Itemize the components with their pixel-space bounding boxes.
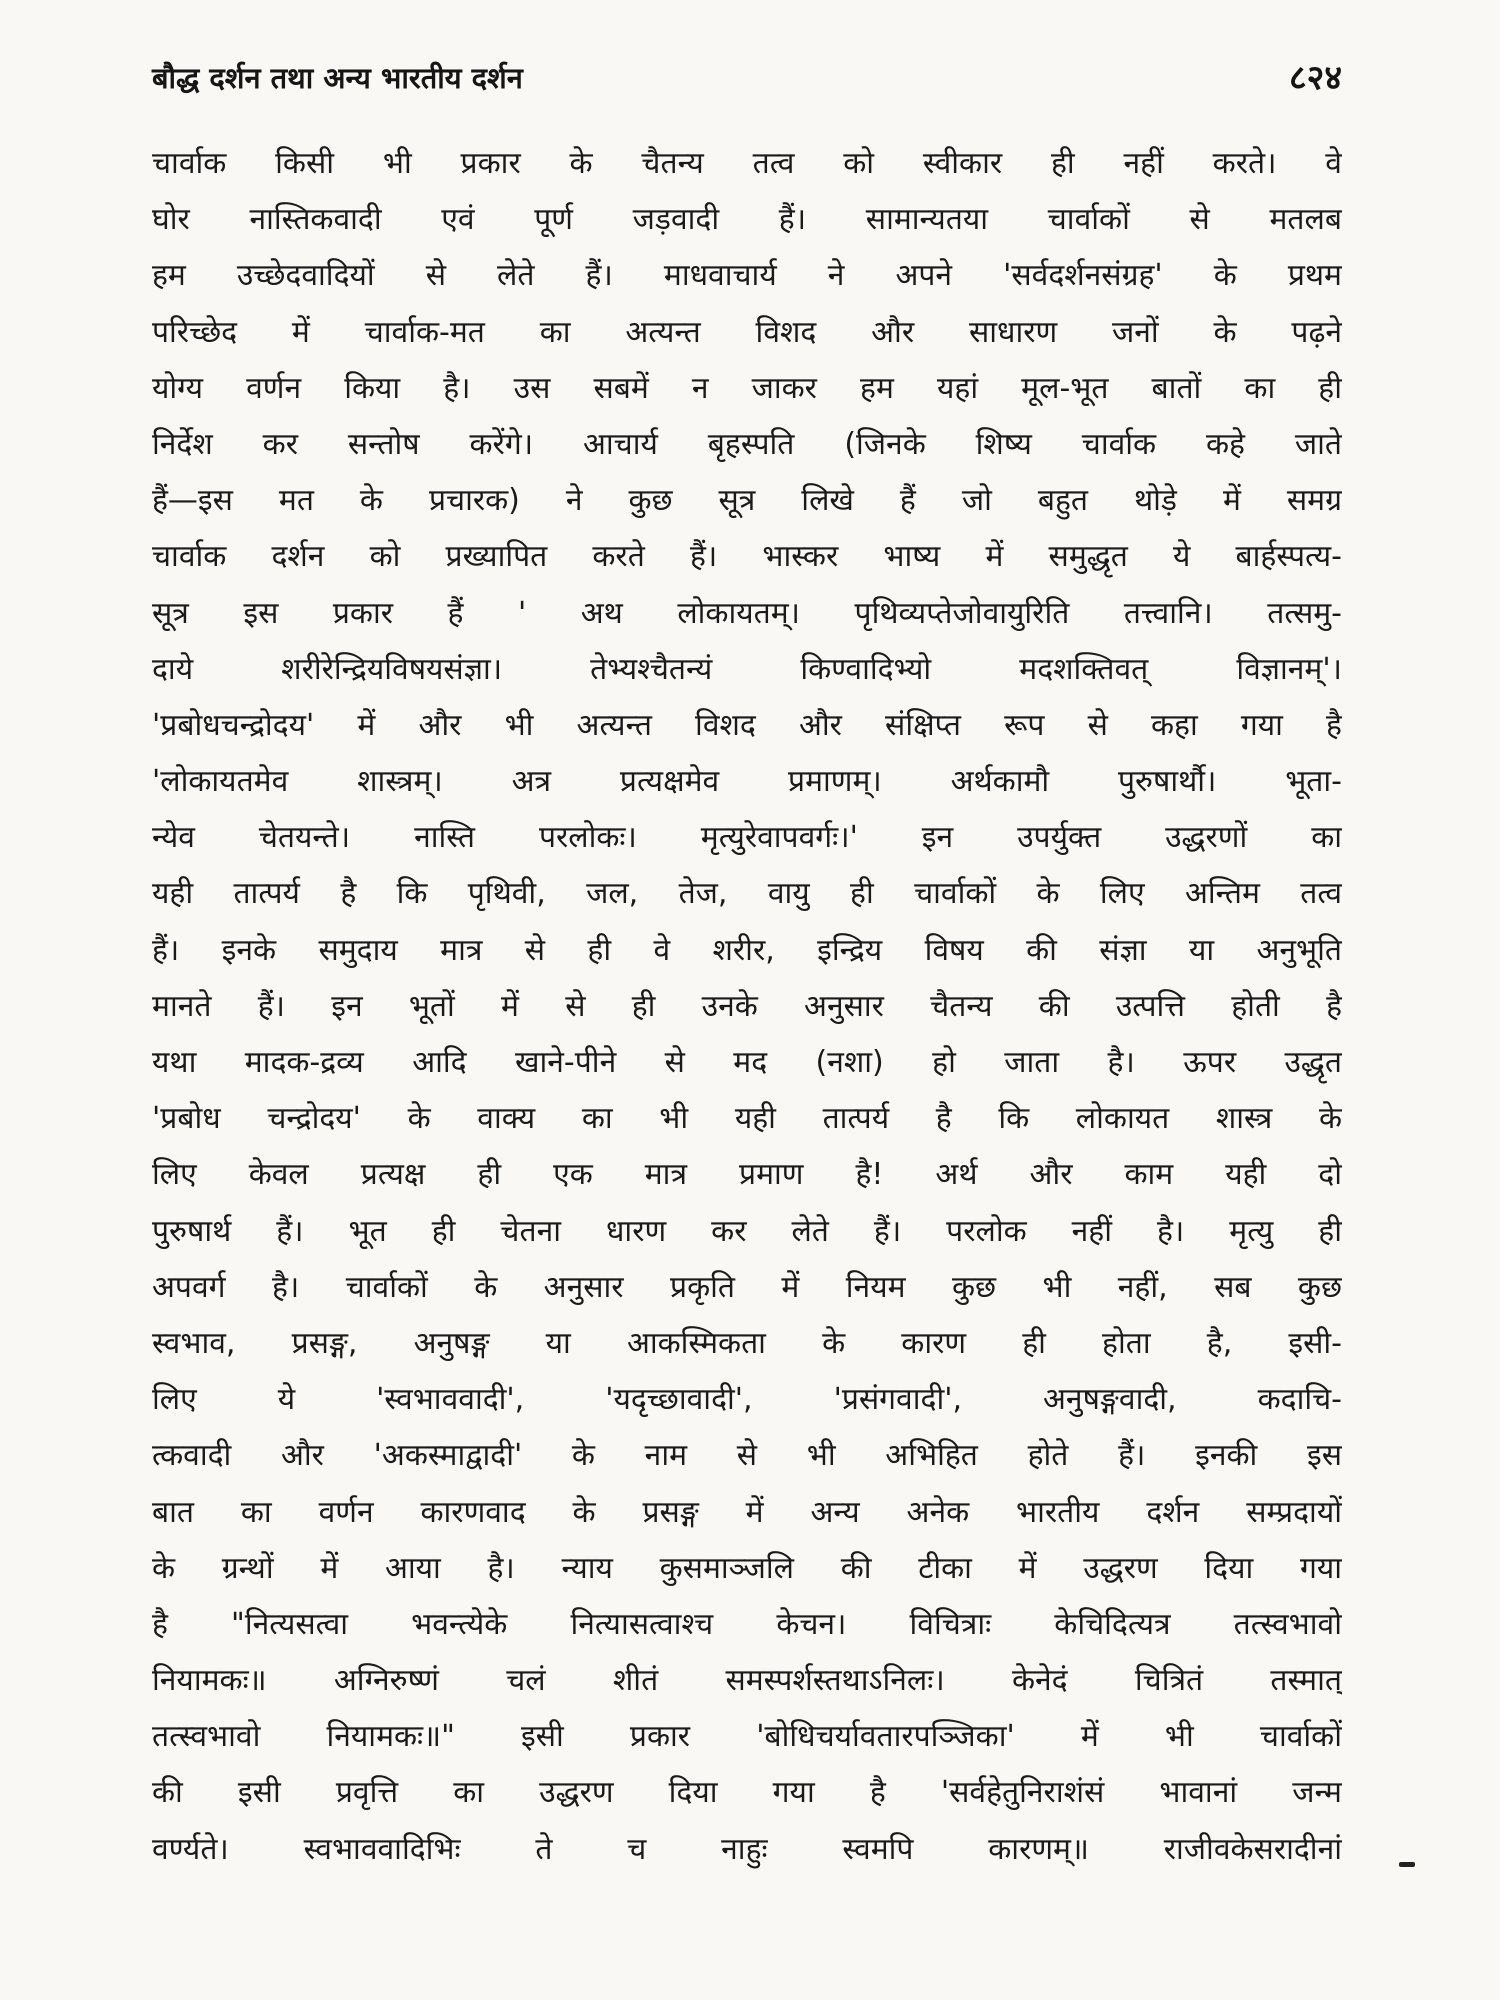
body-text [152, 136, 1342, 1878]
text-line: परिच्छेद में चार्वाक-मत का अत्यन्त विशद और साधारण जनों के पढ़ने [152, 314, 1342, 350]
text-line: बात का वर्णन कारणवाद के प्रसङ्ग में अन्य अनेक भारतीय दर्शन सम्प्रदायों [152, 1494, 1342, 1530]
text-line: दाये शरीरेन्द्रियविषयसंज्ञा। तेभ्यश्चैतन्यं किण्वादिभ्यो मदशक्तिवत् विज्ञानम्'। [152, 651, 1342, 687]
text-line: के ग्रन्थों में आया है। न्याय कुसमाञ्जलि की टीका में उद्धरण दिया गया [152, 1550, 1342, 1586]
text-line: निर्देश कर सन्तोष करेंगे। आचार्य बृहस्पति (जिनके शिष्य चार्वाक कहे जाते [152, 426, 1342, 462]
text-line: चार्वाक किसी भी प्रकार के चैतन्य तत्व को स्वीकार ही नहीं करते। वे [152, 146, 1342, 181]
running-title: बौद्ध दर्शन तथा अन्य भारतीय दर्शन [152, 61, 523, 95]
text-line: यथा मादक-द्रव्य आदि खाने-पीने से मद (नशा) हो जाता है। ऊपर उद्धृत [152, 1045, 1342, 1080]
text-line: हम उच्छेदवादियों से लेते हैं। माधवाचार्य ने अपने 'सर्वदर्शनसंग्रह' के प्रथम [152, 258, 1342, 294]
text-line: योग्य वर्णन किया है। उस सबमें न जाकर हम यहां मूल-भूत बातों का ही [152, 370, 1342, 406]
page-number: ८२४ [1288, 58, 1342, 98]
text-line: लिए केवल प्रत्यक्ष ही एक मात्र प्रमाण है! अर्थ और काम यही दो [152, 1157, 1342, 1193]
text-line: पुरुषार्थ हैं। भूत ही चेतना धारण कर लेते हैं। परलोक नहीं है। मृत्यु ही [152, 1213, 1342, 1249]
text-line: हैं। इनके समुदाय मात्र से ही वे शरीर, इन्द्रिय विषय की संज्ञा या अनुभूति [152, 932, 1342, 968]
text-line: स्वभाव, प्रसङ्ग, अनुषङ्ग या आकस्मिकता के कारण ही होता है, इसी- [152, 1325, 1342, 1361]
text-line: की इसी प्रवृत्ति का उद्धरण दिया गया है 'सर्वहेतुनिराशंसं भावानां जन्म [152, 1775, 1342, 1811]
text-line: घोर नास्तिकवादी एवं पूर्ण जड़वादी हैं। सामान्यतया चार्वाकों से मतलब [152, 202, 1342, 238]
text-line: वर्ण्यते। स्वभाववादिभिः ते च नाहुः स्वमपि कारणम्॥ राजीवकेसरादीनां [152, 1831, 1342, 1867]
text-line: सूत्र इस प्रकार हैं ' अथ लोकायतम्। पृथिव्यप्तेजोवायुरिति तत्त्वानि। तत्समु- [152, 595, 1342, 631]
text-line: त्कवादी और 'अकस्माद्वादी' के नाम से भी अभिहित होते हैं। इनकी इस [152, 1438, 1342, 1474]
page-header [152, 48, 1342, 108]
margin-ink-mark [1399, 1862, 1415, 1867]
text-line: अपवर्ग है। चार्वाकों के अनुसार प्रकृति में नियम कुछ भी नहीं, सब कुछ [152, 1269, 1342, 1305]
text-line: न्येव चेतयन्ते। नास्ति परलोकः। मृत्युरेवापवर्गः।' इन उपर्युक्त उद्धरणों का [152, 820, 1342, 856]
text-line: हैं—इस मत के प्रचारक) ने कुछ सूत्र लिखे हैं जो बहुत थोड़े में समग्र [152, 483, 1342, 519]
text-line: नियामकः॥ अग्निरुष्णं चलं शीतं समस्पर्शस्तथाऽनिलः। केनेदं चित्रितं तस्मात् [152, 1663, 1342, 1699]
text-line: चार्वाक दर्शन को प्रख्यापित करते हैं। भास्कर भाष्य में समुद्धृत ये बार्हस्पत्य- [152, 539, 1342, 575]
text-line: 'प्रबोध चन्द्रोदय' के वाक्य का भी यही तात्पर्य है कि लोकायत शास्त्र के [152, 1101, 1342, 1137]
text-line: 'प्रबोधचन्द्रोदय' में और भी अत्यन्त विशद और संक्षिप्त रूप से कहा गया है [152, 707, 1342, 743]
text-line: है "नित्यसत्वा भवन्त्येके नित्यासत्वाश्च केचन। विचित्राः केचिदित्यत्र तत्स्वभावो [152, 1606, 1342, 1642]
text-line: 'लोकायतमेव शास्त्रम्। अत्र प्रत्यक्षमेव प्रमाणम्। अर्थकामौ पुरुषार्थौ। भूता- [152, 764, 1342, 800]
text-line: तत्स्वभावो नियामकः॥" इसी प्रकार 'बोधिचर्यावतारपञ्जिका' में भी चार्वाकों [152, 1719, 1342, 1755]
text-line: लिए ये 'स्वभाववादी', 'यदृच्छावादी', 'प्रसंगवादी', अनुषङ्गवादी, कदाचि- [152, 1382, 1342, 1418]
text-line: मानते हैं। इन भूतों में से ही उनके अनुसार चैतन्य की उत्पत्ति होती है [152, 988, 1342, 1024]
text-line: यही तात्पर्य है कि पृथिवी, जल, तेज, वायु ही चार्वाकों के लिए अन्तिम तत्व [152, 876, 1342, 912]
